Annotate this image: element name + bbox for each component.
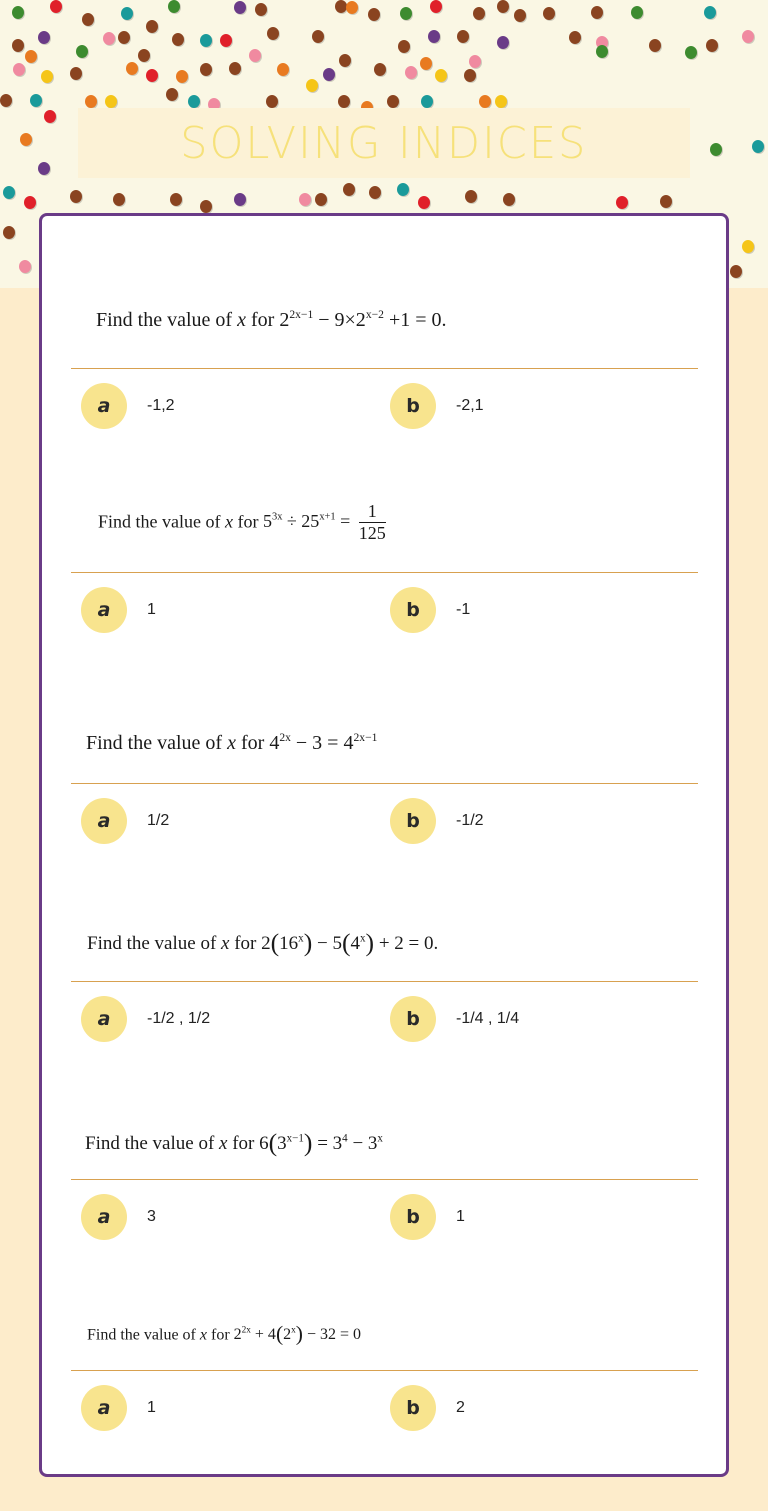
confetti-dot <box>469 55 481 68</box>
confetti-dot <box>82 13 94 26</box>
question-2-text <box>98 502 386 544</box>
option-a[interactable] <box>81 587 156 633</box>
confetti-dot <box>229 62 241 75</box>
confetti-dot <box>514 9 526 22</box>
confetti-dot <box>343 183 355 196</box>
confetti-dot <box>710 143 722 156</box>
confetti-dot <box>25 50 37 63</box>
divider <box>71 981 698 982</box>
confetti-dot <box>76 45 88 58</box>
divider <box>71 783 698 784</box>
confetti-dot <box>176 70 188 83</box>
confetti-dot <box>596 45 608 58</box>
confetti-dot <box>38 162 50 175</box>
confetti-dot <box>166 88 178 101</box>
confetti-dot <box>249 49 261 62</box>
confetti-dot <box>3 226 15 239</box>
confetti-dot <box>479 95 491 108</box>
variable: x <box>219 1132 228 1154</box>
confetti-dot <box>323 68 335 81</box>
confetti-dot <box>277 63 289 76</box>
option-a-value: -1,2 <box>147 397 175 414</box>
confetti-dot <box>168 0 180 13</box>
confetti-dot <box>103 32 115 45</box>
prompt-text: Find the value of <box>86 732 223 754</box>
confetti-dot <box>421 95 433 108</box>
equation: $6(3^{x-1}) = 3^4 - 3^x$ <box>259 1128 383 1157</box>
option-b[interactable] <box>390 996 519 1042</box>
equation: $2^{2x-1} - 9\times 2^{x-2} +1 = 0$. <box>279 307 447 331</box>
option-b-badge: b <box>390 1194 436 1240</box>
confetti-dot <box>44 110 56 123</box>
question-4-text <box>87 928 438 958</box>
variable: x <box>199 1326 207 1344</box>
prompt-text: Find the value of <box>98 511 221 532</box>
prompt-text: Find the value of <box>87 932 217 954</box>
for-word: for <box>237 511 259 532</box>
confetti-dot <box>200 34 212 47</box>
title-banner <box>78 108 690 178</box>
confetti-dot <box>266 95 278 108</box>
worksheet-card <box>39 213 729 1477</box>
variable: x <box>227 732 236 754</box>
option-b-badge: b <box>390 587 436 633</box>
confetti-dot <box>126 62 138 75</box>
option-b[interactable] <box>390 1194 465 1240</box>
option-b-value: 2 <box>456 1399 465 1416</box>
confetti-dot <box>200 63 212 76</box>
confetti-dot <box>138 49 150 62</box>
option-b-value: 1 <box>456 1208 465 1225</box>
option-a-value: 1 <box>147 1399 156 1416</box>
option-a[interactable] <box>81 1385 156 1431</box>
option-a-value: 3 <box>147 1208 156 1225</box>
confetti-dot <box>13 63 25 76</box>
option-b-badge: b <box>390 1385 436 1431</box>
confetti-dot <box>306 79 318 92</box>
confetti-dot <box>616 196 628 209</box>
confetti-dot <box>465 190 477 203</box>
option-b-badge: b <box>390 798 436 844</box>
option-b[interactable] <box>390 587 470 633</box>
option-a-badge: a <box>81 383 127 429</box>
option-a-badge: a <box>81 798 127 844</box>
confetti-dot <box>649 39 661 52</box>
confetti-dot <box>12 39 24 52</box>
confetti-dot <box>591 6 603 19</box>
confetti-dot <box>146 20 158 33</box>
confetti-dot <box>19 260 31 273</box>
option-b-value: -1/4 , 1/4 <box>456 1010 520 1027</box>
confetti-dot <box>503 193 515 206</box>
confetti-dot <box>121 7 133 20</box>
option-b[interactable] <box>390 383 484 429</box>
variable: x <box>224 511 233 532</box>
confetti-dot <box>267 27 279 40</box>
equation: $2(16^x) - 5(4^x) + 2 = 0$. <box>261 928 439 957</box>
equation: $2^{2x} + 4(2^x) - 32 = 0$ <box>233 1322 362 1346</box>
confetti-dot <box>41 70 53 83</box>
confetti-dot <box>3 186 15 199</box>
confetti-dot <box>70 190 82 203</box>
confetti-dot <box>495 95 507 108</box>
confetti-dot <box>113 193 125 206</box>
confetti-dot <box>85 95 97 108</box>
page-title: SOLVING INDICES <box>180 117 588 169</box>
option-b[interactable] <box>390 1385 465 1431</box>
confetti-dot <box>339 54 351 67</box>
for-word: for <box>240 732 265 754</box>
confetti-dot <box>430 0 442 13</box>
option-a[interactable] <box>81 1194 156 1240</box>
option-b-value: -2,1 <box>456 397 484 414</box>
option-b-value: -1 <box>456 601 471 618</box>
option-b-value: -1/2 <box>456 812 484 829</box>
confetti-dot <box>170 193 182 206</box>
question-5-text <box>85 1128 383 1158</box>
confetti-dot <box>418 196 430 209</box>
confetti-dot <box>400 7 412 20</box>
confetti-dot <box>0 94 12 107</box>
confetti-dot <box>420 57 432 70</box>
for-word: for <box>234 932 257 954</box>
equation: $4^{2x} - 3 = 4^{2x-1}$ <box>269 730 378 754</box>
prompt-text: Find the value of <box>85 1132 215 1154</box>
option-a[interactable] <box>81 383 175 429</box>
confetti-dot <box>369 186 381 199</box>
confetti-dot <box>397 183 409 196</box>
confetti-dot <box>398 40 410 53</box>
confetti-dot <box>118 31 130 44</box>
prompt-text: Find the value of <box>96 309 233 331</box>
confetti-dot <box>387 95 399 108</box>
confetti-dot <box>172 33 184 46</box>
confetti-dot <box>428 30 440 43</box>
confetti-dot <box>299 193 311 206</box>
question-1-text <box>96 309 447 332</box>
confetti-dot <box>742 30 754 43</box>
option-a-value: 1 <box>147 601 156 618</box>
confetti-dot <box>706 39 718 52</box>
option-a-value: 1/2 <box>147 812 170 829</box>
question-3-text <box>86 732 377 755</box>
confetti-dot <box>255 3 267 16</box>
confetti-dot <box>457 30 469 43</box>
confetti-dot <box>188 95 200 108</box>
confetti-dot <box>70 67 82 80</box>
confetti-dot <box>374 63 386 76</box>
divider <box>71 1370 698 1371</box>
confetti-dot <box>30 94 42 107</box>
divider <box>71 572 698 573</box>
confetti-dot <box>50 0 62 13</box>
confetti-dot <box>497 0 509 13</box>
confetti-dot <box>660 195 672 208</box>
confetti-dot <box>234 1 246 14</box>
confetti-dot <box>464 69 476 82</box>
confetti-dot <box>742 240 754 253</box>
confetti-dot <box>220 34 232 47</box>
option-b-badge: b <box>390 383 436 429</box>
prompt-text: Find the value of <box>87 1326 196 1344</box>
confetti-dot <box>752 140 764 153</box>
option-a[interactable] <box>81 798 169 844</box>
confetti-dot <box>543 7 555 20</box>
divider <box>71 368 698 369</box>
confetti-dot <box>497 36 509 49</box>
confetti-dot <box>730 265 742 278</box>
equation: $5^{3x} \div 25^{x+1}$ = $\frac{1}{125}$ <box>262 501 386 543</box>
option-a-value: -1/2 , 1/2 <box>147 1010 211 1027</box>
fraction: $\frac{1}{125}$ <box>358 501 386 543</box>
confetti-dot <box>24 196 36 209</box>
option-a-badge: a <box>81 1194 127 1240</box>
question-6-text <box>87 1322 361 1347</box>
for-word: for <box>210 1326 230 1344</box>
confetti-dot <box>38 31 50 44</box>
option-a-badge: a <box>81 1385 127 1431</box>
confetti-dot <box>405 66 417 79</box>
for-word: for <box>232 1132 255 1154</box>
confetti-dot <box>312 30 324 43</box>
confetti-dot <box>346 1 358 14</box>
confetti-dot <box>20 133 32 146</box>
option-b-badge: b <box>390 996 436 1042</box>
confetti-dot <box>200 200 212 213</box>
confetti-dot <box>12 6 24 19</box>
confetti-dot <box>315 193 327 206</box>
option-a-badge: a <box>81 996 127 1042</box>
confetti-dot <box>368 8 380 21</box>
confetti-dot <box>631 6 643 19</box>
option-b[interactable] <box>390 798 484 844</box>
confetti-dot <box>569 31 581 44</box>
divider <box>71 1179 698 1180</box>
confetti-dot <box>105 95 117 108</box>
for-word: for <box>250 309 275 331</box>
confetti-dot <box>685 46 697 59</box>
option-a[interactable] <box>81 996 210 1042</box>
confetti-dot <box>338 95 350 108</box>
confetti-dot <box>435 69 447 82</box>
variable: x <box>237 309 246 331</box>
confetti-dot <box>234 193 246 206</box>
variable: x <box>221 932 230 954</box>
confetti-dot <box>146 69 158 82</box>
confetti-dot <box>704 6 716 19</box>
confetti-dot <box>473 7 485 20</box>
option-a-badge: a <box>81 587 127 633</box>
